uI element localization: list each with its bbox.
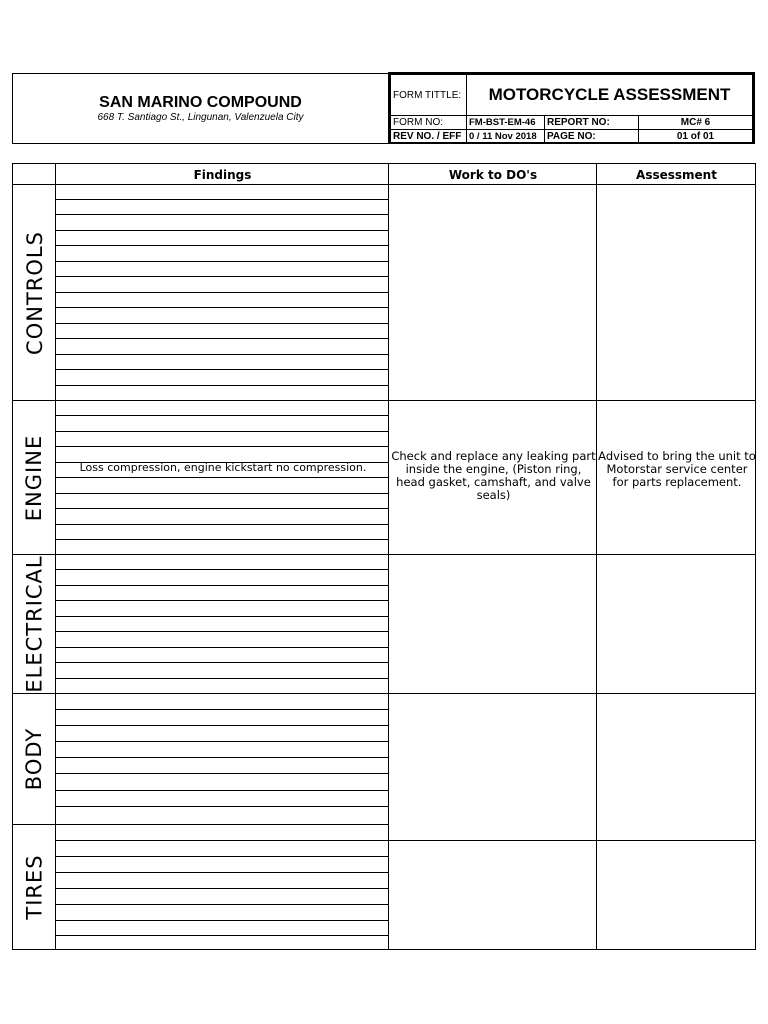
findings-rule-line <box>56 888 389 889</box>
findings-rule-line <box>56 276 389 277</box>
section-label-tires <box>13 825 56 949</box>
findings-rule-line <box>56 904 389 905</box>
findings-rule-line <box>56 856 389 857</box>
engine-assessment: Advised to bring the unit to Motorstar service center for parts replacement. <box>598 449 756 489</box>
electrical-label: ELECTRICAL <box>22 555 47 693</box>
findings-rule-line <box>56 585 389 586</box>
findings-header: Findings <box>193 167 252 182</box>
page-no-label: PAGE NO: <box>544 129 639 143</box>
findings-rule-line <box>56 662 389 663</box>
findings-rule-line <box>56 806 389 807</box>
findings-rule-line <box>56 539 389 540</box>
findings-rule-line <box>56 935 389 936</box>
findings-rule-line <box>56 292 389 293</box>
rev-value: 0 / 11 Nov 2018 <box>466 129 545 143</box>
findings-rule-line <box>56 600 389 601</box>
body-label: BODY <box>22 727 47 791</box>
company-header <box>12 73 389 144</box>
company-name: SAN MARINO COMPOUND <box>99 94 302 111</box>
findings-rule-line <box>56 757 389 758</box>
findings-rule-line <box>56 508 389 509</box>
header-divider <box>13 184 755 185</box>
findings-rule-line <box>56 307 389 308</box>
section-divider <box>13 400 755 401</box>
report-no-label: REPORT NO: <box>544 115 639 130</box>
findings-rule-line <box>56 199 389 200</box>
section-label-body <box>13 694 56 824</box>
findings-rule-line <box>56 524 389 525</box>
findings-rule-line <box>56 369 389 370</box>
work-to-do-header: Work to DO's <box>448 167 538 182</box>
engine-label: ENGINE <box>22 434 47 521</box>
findings-rule-line <box>56 678 389 679</box>
findings-rule-line <box>56 824 389 825</box>
assessment-header: Assessment <box>636 167 717 182</box>
controls-label: CONTROLS <box>22 230 47 355</box>
column-divider <box>596 164 597 949</box>
company-address: 668 T. Santiago St., Lingunan, Valenzuela City <box>97 112 304 123</box>
section-label-electrical <box>13 555 56 693</box>
column-divider <box>388 164 389 949</box>
section-divider <box>388 840 755 841</box>
assessment-table <box>12 163 756 950</box>
form-info-box <box>388 72 755 144</box>
findings-rule-line <box>56 261 389 262</box>
engine-work-to-do: Check and replace any leaking part inside the engine, (Piston ring, head gasket, camshaft, and valve seals) <box>391 449 596 502</box>
findings-rule-line <box>56 415 389 416</box>
findings-rule-line <box>56 773 389 774</box>
findings-rule-line <box>56 741 389 742</box>
findings-rule-line <box>56 569 389 570</box>
form-no-label: FORM NO: <box>390 115 467 130</box>
section-divider <box>13 554 755 555</box>
findings-rule-line <box>56 477 389 478</box>
page-no-value: 01 of 01 <box>638 129 753 143</box>
section-label-engine <box>13 401 56 554</box>
section-label-controls <box>13 185 56 400</box>
form-title-label: FORM TITTLE: <box>390 74 467 116</box>
findings-rule-line <box>56 790 389 791</box>
rev-label: REV NO. / EFF <box>390 129 467 143</box>
findings-rule-line <box>56 709 389 710</box>
findings-rule-line <box>56 431 389 432</box>
section-divider <box>13 693 755 694</box>
findings-rule-line <box>56 616 389 617</box>
findings-rule-line <box>56 245 389 246</box>
tires-label: TIRES <box>22 854 47 920</box>
findings-rule-line <box>56 323 389 324</box>
form-title: MOTORCYCLE ASSESSMENT <box>466 74 753 116</box>
findings-rule-line <box>56 725 389 726</box>
report-no-value: MC# 6 <box>638 115 753 130</box>
findings-rule-line <box>56 493 389 494</box>
findings-rule-line <box>56 872 389 873</box>
findings-rule-line <box>56 354 389 355</box>
findings-rule-line <box>56 446 389 447</box>
findings-rule-line <box>56 840 389 841</box>
engine-finding: Loss compression, engine kickstart no compression. <box>79 461 367 474</box>
findings-rule-line <box>56 214 389 215</box>
form-no-value: FM-BST-EM-46 <box>466 115 545 130</box>
findings-rule-line <box>56 647 389 648</box>
findings-rule-line <box>56 631 389 632</box>
findings-rule-line <box>56 338 389 339</box>
findings-rule-line <box>56 230 389 231</box>
findings-rule-line <box>56 385 389 386</box>
findings-rule-line <box>56 920 389 921</box>
